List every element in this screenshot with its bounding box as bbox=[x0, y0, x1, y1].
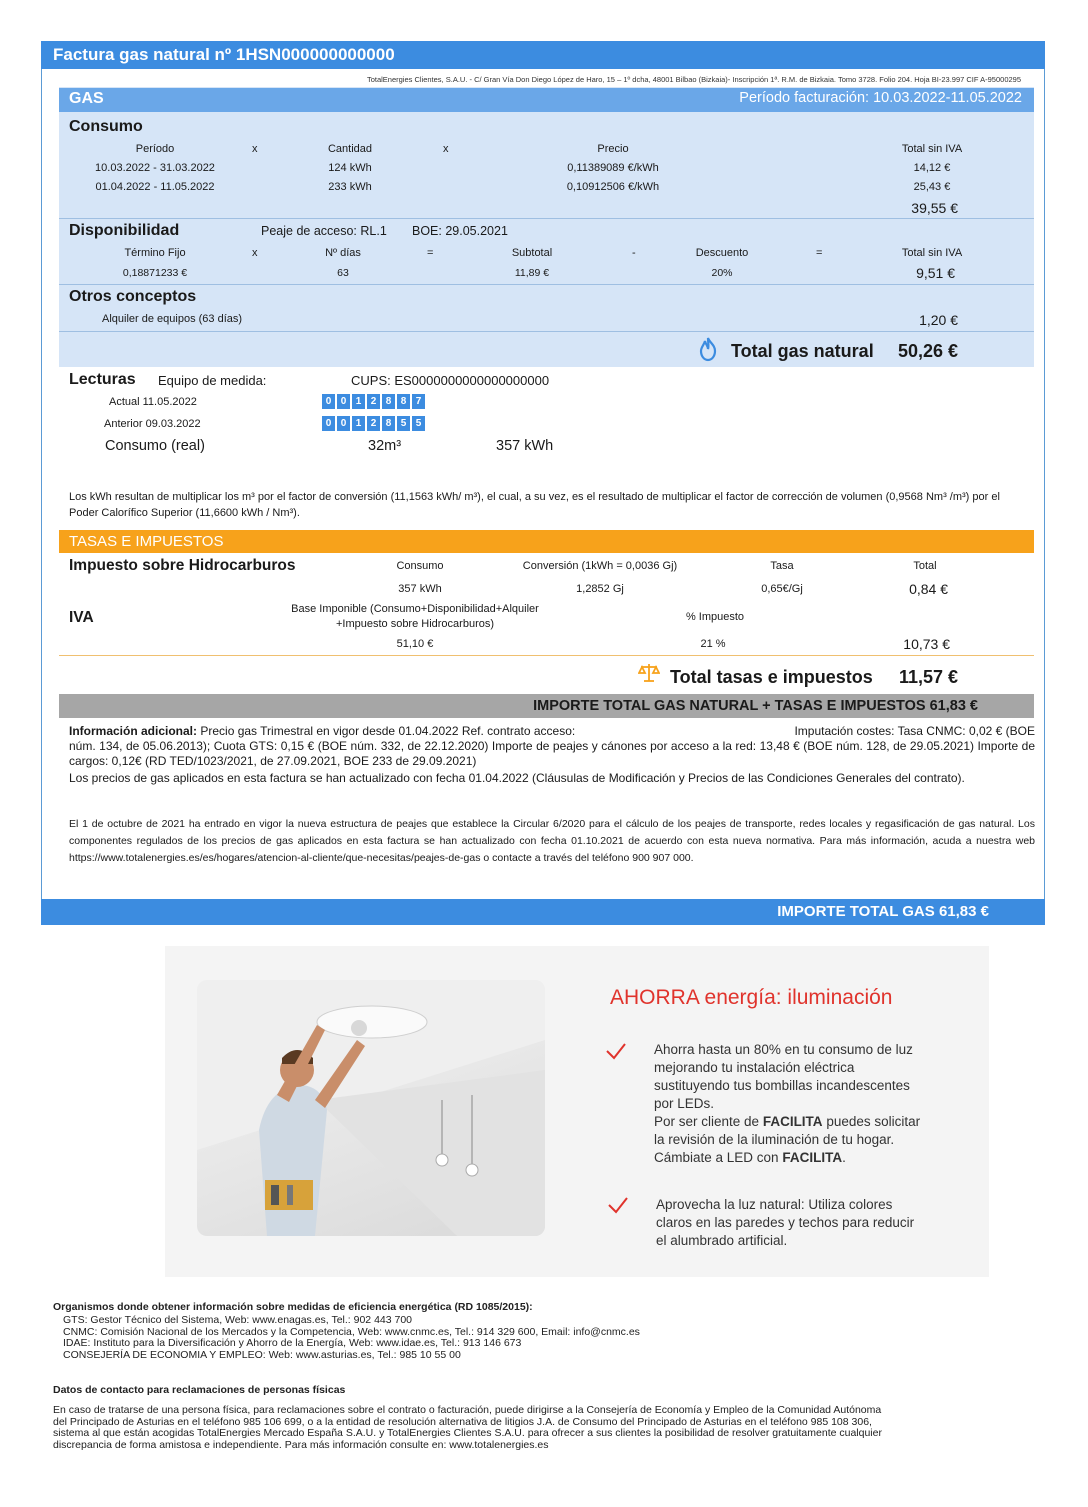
promo-p1-line: mejorando tu instalación eléctrica bbox=[654, 1060, 855, 1075]
iva-label: IVA bbox=[69, 609, 94, 626]
promo-text-part: Cámbiate a LED con bbox=[654, 1150, 783, 1165]
iva-pct: 21 % bbox=[700, 638, 726, 650]
consumo-title: Consumo bbox=[69, 118, 143, 135]
col-pct-impuesto: % Impuesto bbox=[685, 611, 745, 623]
consumo-real-label: Consumo (real) bbox=[105, 438, 205, 454]
promo-point-2 bbox=[656, 1196, 914, 1250]
alquiler-value: 1,20 € bbox=[919, 312, 958, 328]
importe-total-gas: IMPORTE TOTAL GAS 61,83 € bbox=[41, 899, 1045, 925]
lectura-anterior-digits bbox=[322, 416, 425, 431]
promo-p1-line bbox=[654, 1113, 920, 1131]
facilita-brand: FACILITA bbox=[782, 1150, 843, 1165]
hidro-conversion: 1,2852 Gj bbox=[576, 583, 624, 595]
promo-p2-line: el alumbrado artificial. bbox=[656, 1233, 788, 1248]
digit: 1 bbox=[352, 416, 365, 431]
consumo-row2-total: 25,43 € bbox=[913, 181, 951, 193]
col-conversion: Conversión (1kWh = 0,0036 Gj) bbox=[522, 560, 678, 572]
total-gas-label: Total gas natural bbox=[731, 341, 874, 361]
lectura-actual-label: Actual 11.05.2022 bbox=[109, 396, 197, 408]
digit: 7 bbox=[412, 394, 425, 409]
col-total: Total sin IVA bbox=[901, 143, 963, 155]
promo-p2-line: claros en las paredes y techos para reducir bbox=[656, 1215, 915, 1230]
promo-text-part: . bbox=[842, 1150, 846, 1165]
importe-total-bar: IMPORTE TOTAL GAS NATURAL + TASAS E IMPUESTOS 61,83 € bbox=[59, 694, 1034, 718]
org-line: CONSEJERÍA DE ECONOMIA Y EMPLEO: Web: www.asturias.es, Tel.: 985 10 55 00 bbox=[63, 1348, 461, 1361]
info-precios: Los precios de gas aplicados en esta factura se han actualizado con fecha 01.04.2022 (Cláusulas de Modificación y Precios de las Condiciones Generales del contrato). bbox=[69, 771, 965, 785]
info-circular: El 1 de octubre de 2021 ha entrado en vigor la nueva estructura de peajes que establece la Circular 6/2020 para el cálculo de los peajes de transporte, redes locales y regasificación de gas natural. Los componentes regulados de los precios de gas aplicados en esta factura se han actualizado con fecha 01.10.2021 de acuerdo con esta nueva normativa. Para más información, acuda a nuestra web https://www.totalenergies.es/es/hogares/atencion-al-cliente/que-necesitas/peajes-de-gas o contacte a través del teléfono 900 907 000. bbox=[69, 818, 1035, 864]
digit: 1 bbox=[352, 394, 365, 409]
digit: 0 bbox=[322, 394, 335, 409]
disponibilidad-total: 9,51 € bbox=[916, 265, 955, 281]
dias-value: 63 bbox=[337, 267, 349, 279]
conversion-note: Los kWh resultan de multiplicar los m³ por el factor de conversión (11,1563 kWh/ m³), el cual, a su vez, es el resultado de multiplicar el factor de corrección de volumen (0,9568 Nm³ /m³) por el Poder Calorífico Superior (11,6600 kWh / Nm³). bbox=[69, 491, 1000, 519]
hidro-consumo: 357 kWh bbox=[398, 583, 442, 595]
otros-title: Otros conceptos bbox=[69, 288, 197, 305]
iva-base: 51,10 € bbox=[396, 638, 434, 650]
equipo-medida: Equipo de medida: bbox=[158, 373, 267, 388]
divider bbox=[59, 284, 1034, 285]
col-precio: Precio bbox=[597, 143, 629, 155]
digit: 2 bbox=[367, 394, 380, 409]
facilita-brand: FACILITA bbox=[762, 1114, 823, 1129]
consumo-m3: 32m³ bbox=[368, 438, 402, 454]
promo-point-1 bbox=[654, 1041, 920, 1167]
info-line1 bbox=[69, 724, 1035, 739]
electrician-illustration bbox=[197, 980, 545, 1236]
boe-date: BOE: 29.05.2021 bbox=[412, 224, 508, 238]
info-line1b: Imputación costes: Tasa CNMC: 0,02 € (BOE bbox=[794, 724, 1035, 738]
promo-p1-line: sustituyendo tus bombillas incandescentes bbox=[654, 1078, 910, 1093]
contact-line: En caso de tratarse de una persona física, para reclamaciones sobre el contrato o facturación, puede dirigirse a la Consejería de Economía y Empleo de la Comunidad Autónoma bbox=[53, 1404, 882, 1416]
promo-p1-line: la revisión de la iluminación de tu hogar. bbox=[654, 1132, 895, 1147]
promo-p1-line: Ahorra hasta un 80% en tu consumo de luz bbox=[654, 1042, 913, 1057]
org-list bbox=[63, 1315, 640, 1361]
promo-text-part: Por ser cliente de bbox=[654, 1114, 763, 1129]
consumo-row2-cantidad: 233 kWh bbox=[328, 181, 372, 193]
total-tasas-value: 11,57 € bbox=[898, 667, 958, 687]
equals-symbol: = bbox=[816, 247, 823, 259]
peaje-acceso: Peaje de acceso: RL.1 bbox=[261, 224, 387, 238]
col-termino-fijo: Término Fijo bbox=[124, 247, 186, 259]
col-periodo: Período bbox=[135, 143, 175, 155]
col-total-iva: Total sin IVA bbox=[901, 247, 963, 259]
hidrocarburos-label: Impuesto sobre Hidrocarburos bbox=[69, 557, 296, 574]
hidro-total: 0,84 € bbox=[909, 581, 948, 597]
x-symbol: x bbox=[443, 143, 449, 155]
termino-fijo-value: 0,18871233 € bbox=[122, 267, 188, 279]
consumo-row1-total: 14,12 € bbox=[913, 162, 951, 174]
company-info: TotalEnergies Clientes, S.A.U. - C/ Gran Vía Don Diego López de Haro, 15 – 1º dcha, 48001 Bilbao (Bizkaia)- Inscripción 1ª. R.M. de Bizkaia. Tomo 3728. Folio 204. Hoja BI-23.997 CIF A-95000295 bbox=[366, 75, 1021, 84]
tasas-title-bar: TASAS E IMPUESTOS bbox=[59, 530, 1034, 553]
divider bbox=[59, 655, 1034, 656]
digit: 5 bbox=[412, 416, 425, 431]
promo-title: AHORRA energía: iluminación bbox=[610, 986, 893, 1009]
consumo-subtotal: 39,55 € bbox=[911, 200, 958, 216]
invoice-title: Factura gas natural nº 1HSN000000000000 bbox=[41, 41, 1045, 69]
cups: CUPS: ES0000000000000000000 bbox=[351, 373, 550, 388]
hidro-tasa: 0,65€/Gj bbox=[761, 583, 803, 595]
contact-line: discrepancia de forma amistosa e independiente. Para más información consulte en: www.totalenergies.es bbox=[53, 1438, 549, 1451]
lecturas-title: Lecturas bbox=[69, 371, 136, 388]
consumo-row2-precio: 0,10912506 €/kWh bbox=[566, 181, 660, 193]
consumo-row1-periodo: 10.03.2022 - 31.03.2022 bbox=[95, 162, 215, 174]
digit: 5 bbox=[397, 416, 410, 431]
total-gas-value: 50,26 € bbox=[897, 341, 958, 361]
col-tasa: Tasa bbox=[770, 560, 794, 572]
col-cantidad: Cantidad bbox=[327, 143, 373, 155]
consumo-row1-precio: 0,11389089 €/kWh bbox=[567, 162, 659, 174]
iva-total: 10,73 € bbox=[903, 636, 950, 652]
info-rest: núm. 134, de 05.06.2013); Cuota GTS: 0,15 € (BOE núm. 332, de 22.12.2020) Importe de peajes y cánones por acceso a la red: 13,48 € (BOE núm. 128, de 29.05.2021) Importe de cargos: 0,12€ (RD TED/1023/2021, de 27.09.2021, BOE 233 de 29.09.2021) bbox=[69, 739, 1035, 768]
equals-symbol: = bbox=[427, 247, 434, 259]
promo-photo bbox=[197, 980, 545, 1236]
alquiler-equipos: Alquiler de equipos (63 días) bbox=[102, 313, 243, 325]
minus-symbol: - bbox=[632, 247, 636, 259]
info-adicional bbox=[69, 724, 1035, 788]
col-dias: Nº días bbox=[325, 247, 361, 259]
org-title: Organismos donde obtener información sobre medidas de eficiencia energética (RD 1085/2015): bbox=[53, 1301, 533, 1313]
subtotal-value: 11,89 € bbox=[514, 267, 550, 279]
consumo-kwh: 357 kWh bbox=[496, 438, 554, 454]
info-line1-left bbox=[69, 724, 575, 739]
divider bbox=[59, 331, 1034, 332]
digit: 8 bbox=[397, 394, 410, 409]
consumo-row1-cantidad: 124 kWh bbox=[328, 162, 372, 174]
lectura-anterior-label: Anterior 09.03.2022 bbox=[104, 418, 201, 430]
contact-line: del Principado de Asturias en el teléfono 985 106 699, o a la entidad de resolución alternativa de litigios J.A. de Consumo del Principado de Asturias en el teléfono 985 108 306, bbox=[53, 1415, 872, 1428]
promo-text-part: puedes solicitar bbox=[822, 1114, 921, 1129]
col-descuento: Descuento bbox=[695, 247, 749, 259]
flame-icon bbox=[696, 336, 720, 362]
promo-p2-line: Aprovecha la luz natural: Utiliza colores bbox=[656, 1197, 893, 1212]
digit: 2 bbox=[367, 416, 380, 431]
org-line: GTS: Gestor Técnico del Sistema, Web: www.enagas.es, Tel.: 902 443 700 bbox=[63, 1314, 413, 1326]
promo-p1-line bbox=[654, 1149, 920, 1167]
descuento-value: 20% bbox=[711, 267, 733, 279]
contact-title: Datos de contacto para reclamaciones de personas físicas bbox=[53, 1384, 346, 1396]
scale-icon bbox=[638, 662, 660, 684]
billing-period: Período facturación: 10.03.2022-11.05.2022 bbox=[739, 90, 1022, 106]
gas-label: GAS bbox=[69, 90, 104, 107]
col-total-tasa: Total bbox=[913, 560, 937, 572]
org-line: CNMC: Comisión Nacional de los Mercados y la Competencia, Web: www.cnmc.es, Tel.: 914 329 600, Email: info@cnmc.es bbox=[63, 1325, 640, 1338]
x-symbol: x bbox=[252, 143, 258, 155]
col-consumo: Consumo bbox=[396, 560, 444, 572]
contact-text bbox=[53, 1405, 882, 1451]
digit: 8 bbox=[382, 416, 395, 431]
check-icon bbox=[605, 1040, 627, 1062]
digit: 0 bbox=[322, 416, 335, 431]
lectura-actual-digits bbox=[322, 394, 425, 409]
divider bbox=[59, 218, 1034, 219]
promo-p1-line: por LEDs. bbox=[654, 1096, 715, 1111]
consumo-row2-periodo: 01.04.2022 - 11.05.2022 bbox=[95, 181, 215, 193]
x-symbol: x bbox=[252, 247, 258, 259]
contact-line: sistema al que están acogidas TotalEnergies Mercado España S.A.U. y TotalEnergies Clientes S.A.U. para ofrecer a sus clientes la posibilidad de resolver gratuitamente cualquier bbox=[53, 1427, 882, 1439]
info-bold-label: Información adicional: bbox=[69, 724, 198, 738]
digit: 0 bbox=[337, 416, 350, 431]
total-tasas-label: Total tasas e impuestos bbox=[670, 667, 873, 687]
org-line: IDAE: Instituto para la Diversificación y Ahorro de la Energía, Web: www.idae.es, Tel.: 913 146 673 bbox=[63, 1337, 522, 1349]
disponibilidad-title: Disponibilidad bbox=[69, 222, 180, 239]
digit: 0 bbox=[337, 394, 350, 409]
digit: 8 bbox=[382, 394, 395, 409]
col-subtotal: Subtotal bbox=[511, 247, 553, 259]
col-base-imponible: Base Imponible (Consumo+Disponibilidad+Alquiler +Impuesto sobre Hidrocarburos) bbox=[291, 603, 539, 630]
info-line1a: Precio gas Trimestral en vigor desde 01.04.2022 Ref. contrato acceso: bbox=[197, 724, 576, 738]
check-icon bbox=[607, 1194, 629, 1216]
